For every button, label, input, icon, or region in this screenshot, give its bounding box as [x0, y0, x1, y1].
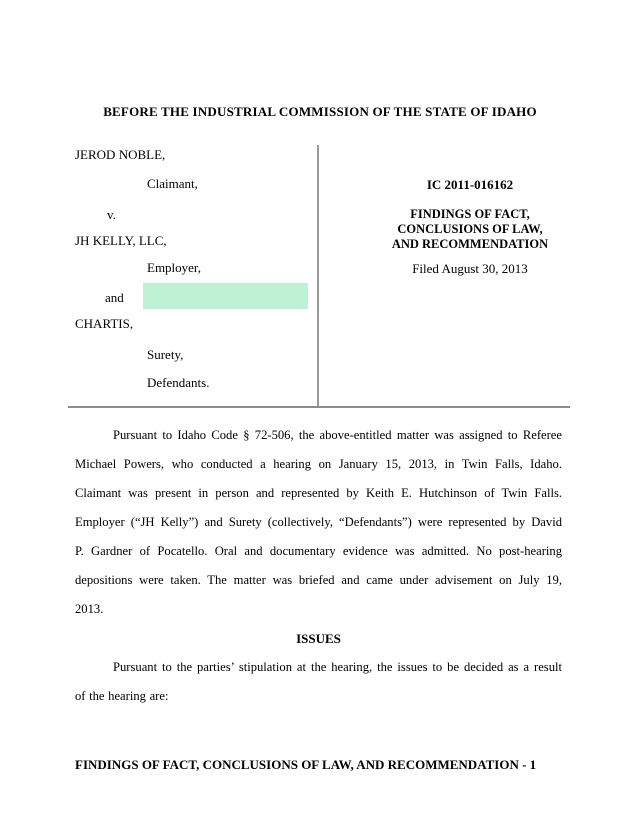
defendants-label: Defendants. — [147, 375, 210, 390]
employer-name: JH KELLY, LLC, — [75, 233, 167, 248]
claimant-role-label: Claimant, — [147, 176, 198, 191]
body-text — [75, 421, 562, 711]
document-title-line2: CONCLUSIONS OF LAW, — [397, 222, 543, 236]
versus-label: v. — [107, 207, 116, 222]
body-line: depositions were taken. The matter was briefed and came under advisement on July 19, — [75, 573, 562, 587]
body-line: Michael Powers, who conducted a hearing on January 15, 2013, in Twin Falls, Idaho. — [75, 457, 562, 471]
body-line: 2013. — [75, 602, 104, 616]
document-title-line1: FINDINGS OF FACT, — [410, 207, 530, 221]
issues-heading: ISSUES — [296, 631, 341, 646]
document-title — [318, 207, 622, 252]
page-footer: FINDINGS OF FACT, CONCLUSIONS OF LAW, AND RECOMMENDATION - 1 — [75, 757, 537, 772]
filed-date: Filed August 30, 2013 — [412, 261, 528, 276]
claimant-name: JEROD NOBLE, — [75, 147, 166, 162]
body-line: Employer (“JH Kelly”) and Surety (collectively, “Defendants”) were represented by David — [75, 515, 562, 529]
body-line: Pursuant to the parties’ stipulation at the hearing, the issues to be decided as a result — [113, 660, 562, 674]
employer-role-label: Employer, — [147, 260, 201, 275]
body-line: Pursuant to Idaho Code § 72-506, the above-entitled matter was assigned to Referee — [113, 428, 562, 442]
surety-name: CHARTIS, — [75, 316, 134, 331]
body-line: Claimant was present in person and represented by Keith E. Hutchinson of Twin Falls. — [75, 486, 562, 500]
surety-role-label: Surety, — [147, 347, 184, 362]
case-number: IC 2011-016162 — [426, 177, 514, 192]
caption-bottom-rule — [68, 406, 570, 408]
body-line: P. Gardner of Pocatello. Oral and documentary evidence was admitted. No post-hearing — [75, 544, 562, 558]
redaction-highlight — [143, 283, 308, 309]
document-title-line3: AND RECOMMENDATION — [391, 237, 549, 251]
court-header-title: BEFORE THE INDUSTRIAL COMMISSION OF THE STATE OF IDAHO — [103, 104, 537, 119]
conjunction-label: and — [105, 290, 124, 305]
body-line: of the hearing are: — [75, 689, 169, 703]
